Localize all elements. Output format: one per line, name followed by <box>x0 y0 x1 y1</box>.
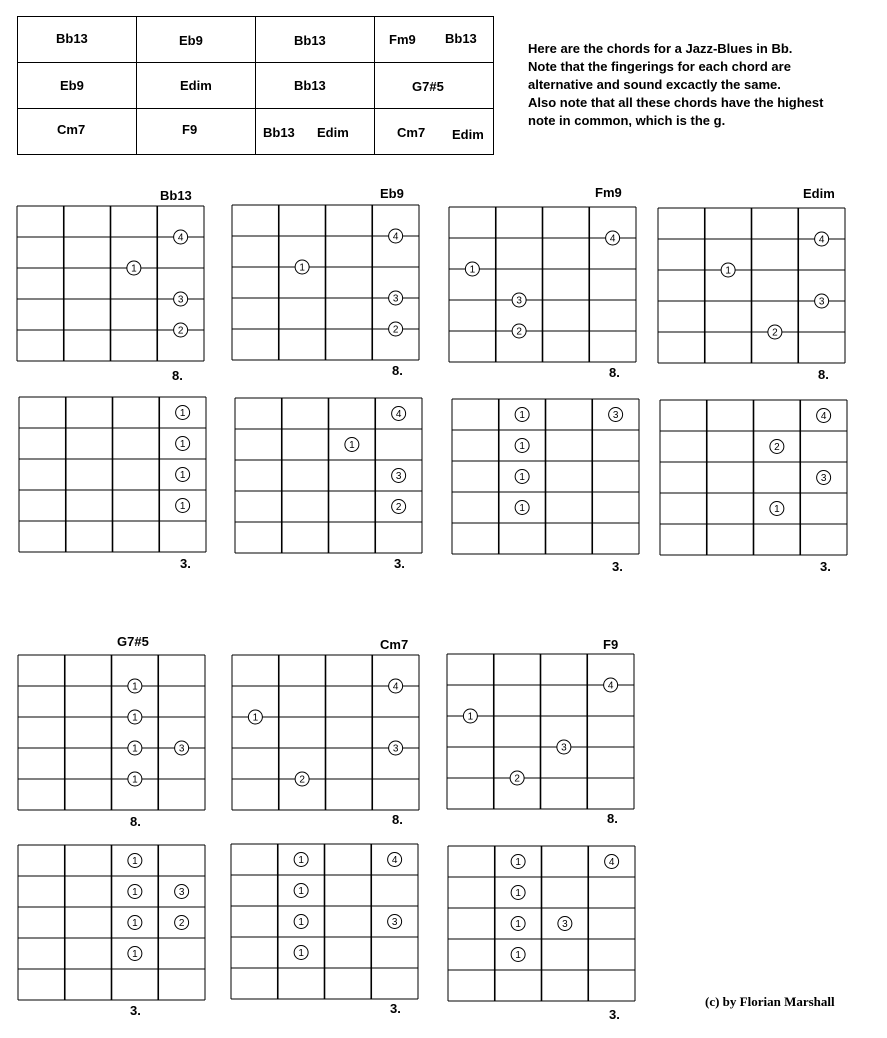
chord-table-chord: Bb13 <box>263 125 295 140</box>
finger-dot <box>815 294 829 308</box>
fretboard-grid <box>17 206 204 361</box>
finger-dot <box>605 855 619 869</box>
finger-dot <box>604 678 618 692</box>
finger-number: 2 <box>177 325 184 337</box>
finger-dot <box>176 437 190 451</box>
fret-position-label: 8. <box>818 367 829 382</box>
finger-dot <box>815 232 829 246</box>
finger-dot <box>817 471 831 485</box>
finger-dot <box>512 324 526 338</box>
fret-position-label: 8. <box>392 363 403 378</box>
finger-dot <box>389 291 403 305</box>
copyright-text: (c) by Florian Marshall <box>705 994 835 1009</box>
finger-dot <box>392 500 406 514</box>
finger-number: 1 <box>132 774 138 786</box>
finger-number: 1 <box>132 856 138 867</box>
finger-number: 3 <box>178 743 185 755</box>
finger-dot <box>176 406 190 420</box>
chord-eb9 <box>232 186 422 571</box>
chord-name-label: Cm7 <box>380 637 409 652</box>
finger-number: 1 <box>298 855 304 866</box>
finger-dot <box>174 292 188 306</box>
finger-number: 4 <box>395 409 402 420</box>
chord-table-chord: F9 <box>182 122 198 137</box>
finger-number: 1 <box>298 948 304 959</box>
fret-position-label: 3. <box>609 1007 620 1022</box>
chord-name-label: Fm9 <box>595 185 622 200</box>
finger-number: 2 <box>514 773 520 785</box>
finger-number: 1 <box>515 857 521 868</box>
chord-bb13 <box>17 188 206 571</box>
finger-dot <box>388 915 402 929</box>
finger-dot <box>515 408 529 422</box>
finger-number: 3 <box>391 917 398 928</box>
finger-number: 4 <box>820 411 827 422</box>
finger-dot <box>511 855 525 869</box>
finger-dot <box>515 439 529 453</box>
finger-dot <box>295 260 309 274</box>
finger-number: 3 <box>516 295 522 307</box>
finger-dot <box>463 709 477 723</box>
finger-number: 1 <box>299 262 305 274</box>
finger-dot <box>511 948 525 962</box>
finger-number: 1 <box>131 263 137 275</box>
chord-table-chord: Edim <box>180 78 212 93</box>
finger-number: 2 <box>392 324 399 336</box>
chord-name-label: Bb13 <box>160 188 192 203</box>
finger-dot <box>557 740 571 754</box>
finger-number: 1 <box>132 681 138 693</box>
finger-dot <box>175 916 189 930</box>
finger-dot <box>128 885 142 899</box>
chord-name-label: Eb9 <box>380 186 404 201</box>
finger-number: 1 <box>519 503 525 514</box>
finger-number: 3 <box>612 410 619 421</box>
finger-number: 4 <box>391 855 398 866</box>
finger-number: 1 <box>469 264 476 276</box>
finger-number: 3 <box>178 887 185 898</box>
finger-number: 4 <box>607 680 614 692</box>
finger-dot <box>128 710 142 724</box>
finger-number: 1 <box>179 470 186 481</box>
finger-number: 2 <box>178 918 185 929</box>
finger-dot <box>558 917 572 931</box>
finger-dot <box>128 741 142 755</box>
finger-number: 1 <box>519 472 525 483</box>
intro-line: Here are the chords for a Jazz-Blues in Bb. <box>528 41 793 56</box>
fret-position-label: 8. <box>609 365 620 380</box>
chord-edim <box>658 186 847 574</box>
finger-dot <box>392 407 406 421</box>
finger-dot <box>295 772 309 786</box>
finger-dot <box>511 917 525 931</box>
chord-g7sharp5 <box>18 634 205 1018</box>
finger-number: 1 <box>179 439 186 450</box>
fretboard-grid <box>448 846 635 1001</box>
finger-dot <box>510 771 524 785</box>
finger-dot <box>248 710 262 724</box>
finger-dot <box>128 679 142 693</box>
fret-position-label: 3. <box>130 1003 141 1018</box>
finger-dot <box>389 741 403 755</box>
fret-position-label: 3. <box>820 559 831 574</box>
fretboard-grid <box>447 654 634 809</box>
finger-number: 1 <box>132 887 138 898</box>
finger-dot <box>176 468 190 482</box>
chord-table-chord: Bb13 <box>445 31 477 46</box>
finger-dot <box>128 772 142 786</box>
finger-dot <box>174 230 188 244</box>
finger-dot <box>389 229 403 243</box>
chord-table-chord: Edim <box>317 125 349 140</box>
intro-line: Also note that all these chords have the highest <box>528 95 824 110</box>
finger-dot <box>388 853 402 867</box>
finger-dot <box>721 263 735 277</box>
finger-number: 3 <box>561 742 567 754</box>
finger-number: 1 <box>515 919 521 930</box>
chord-cm7 <box>231 637 419 1016</box>
finger-number: 1 <box>179 408 186 419</box>
finger-number: 2 <box>516 326 522 338</box>
finger-dot <box>294 915 308 929</box>
fret-position-label: 3. <box>390 1001 401 1016</box>
finger-number: 1 <box>349 440 355 451</box>
chord-f9 <box>447 637 635 1022</box>
chord-name-label: F9 <box>603 637 619 652</box>
finger-dot <box>128 947 142 961</box>
finger-number: 4 <box>392 231 399 243</box>
finger-dot <box>817 409 831 423</box>
finger-dot <box>175 885 189 899</box>
finger-number: 1 <box>132 949 138 960</box>
fretboard-grid <box>232 655 419 810</box>
finger-dot <box>465 262 479 276</box>
intro-line: Note that the fingerings for each chord are <box>528 59 791 74</box>
finger-dot <box>345 438 359 452</box>
finger-number: 3 <box>392 743 399 755</box>
finger-dot <box>294 884 308 898</box>
finger-number: 1 <box>519 441 525 452</box>
finger-dot <box>174 323 188 337</box>
finger-number: 1 <box>132 918 138 929</box>
chord-table-chord: Edim <box>452 127 484 142</box>
fret-position-label: 3. <box>612 559 623 574</box>
finger-number: 4 <box>392 681 399 693</box>
finger-dot <box>392 469 406 483</box>
finger-number: 1 <box>298 917 304 928</box>
finger-dot <box>175 741 189 755</box>
finger-number: 1 <box>774 504 780 515</box>
chord-table-chord: G7#5 <box>412 79 444 94</box>
intro-line: alternative and sound excactly the same. <box>528 77 781 92</box>
finger-number: 3 <box>392 293 399 305</box>
finger-number: 1 <box>467 711 474 723</box>
finger-dot <box>127 261 141 275</box>
chord-name-label: G7#5 <box>117 634 149 649</box>
finger-number: 4 <box>177 232 184 244</box>
finger-dot <box>294 946 308 960</box>
finger-number: 3 <box>395 471 402 482</box>
finger-dot <box>512 293 526 307</box>
intro-line: note in common, which is the g. <box>528 113 726 128</box>
finger-dot <box>128 916 142 930</box>
finger-dot <box>515 470 529 484</box>
finger-number: 1 <box>132 743 138 755</box>
chord-fm9 <box>449 185 639 574</box>
finger-dot <box>128 854 142 868</box>
finger-number: 3 <box>562 919 568 930</box>
fretboard-grid <box>658 208 845 363</box>
finger-dot <box>176 499 190 513</box>
chord-table-chord: Fm9 <box>389 32 416 47</box>
finger-dot <box>515 501 529 515</box>
fretboard-grid <box>452 399 639 554</box>
finger-number: 1 <box>725 265 731 277</box>
finger-number: 3 <box>177 294 184 306</box>
chord-table-chord: Cm7 <box>57 122 86 137</box>
finger-dot <box>389 322 403 336</box>
fretboard-grid <box>232 205 419 360</box>
finger-number: 1 <box>179 501 186 512</box>
chord-table-chord: Eb9 <box>179 33 203 48</box>
fret-position-label: 8. <box>172 368 183 383</box>
finger-number: 1 <box>519 410 525 421</box>
finger-number: 1 <box>132 712 138 724</box>
fret-position-label: 8. <box>392 812 403 827</box>
finger-number: 1 <box>298 886 304 897</box>
finger-number: 3 <box>820 473 827 484</box>
fret-position-label: 8. <box>130 814 141 829</box>
chord-table-chord: Cm7 <box>397 125 426 140</box>
finger-number: 1 <box>515 950 521 961</box>
finger-number: 4 <box>608 857 615 868</box>
finger-dot <box>389 679 403 693</box>
finger-number: 2 <box>772 327 778 339</box>
finger-dot <box>770 440 784 454</box>
finger-number: 1 <box>515 888 521 899</box>
chord-table-chord: Eb9 <box>60 78 84 93</box>
fret-position-label: 3. <box>180 556 191 571</box>
chord-name-label: Edim <box>803 186 835 201</box>
chord-table-chord: Bb13 <box>294 33 326 48</box>
chord-table-chord: Bb13 <box>294 78 326 93</box>
finger-dot <box>770 502 784 516</box>
finger-number: 1 <box>252 712 259 724</box>
finger-number: 4 <box>609 233 616 245</box>
finger-dot <box>768 325 782 339</box>
finger-number: 2 <box>299 774 305 786</box>
finger-number: 3 <box>818 296 825 308</box>
finger-number: 2 <box>774 442 780 453</box>
finger-dot <box>606 231 620 245</box>
finger-dot <box>294 853 308 867</box>
finger-dot <box>609 408 623 422</box>
finger-number: 2 <box>395 502 402 513</box>
finger-number: 4 <box>818 234 825 246</box>
fret-position-label: 3. <box>394 556 405 571</box>
chord-table-chord: Bb13 <box>56 31 88 46</box>
fretboard-grid <box>449 207 636 362</box>
fretboard-grid <box>18 655 205 810</box>
finger-dot <box>511 886 525 900</box>
fret-position-label: 8. <box>607 811 618 826</box>
